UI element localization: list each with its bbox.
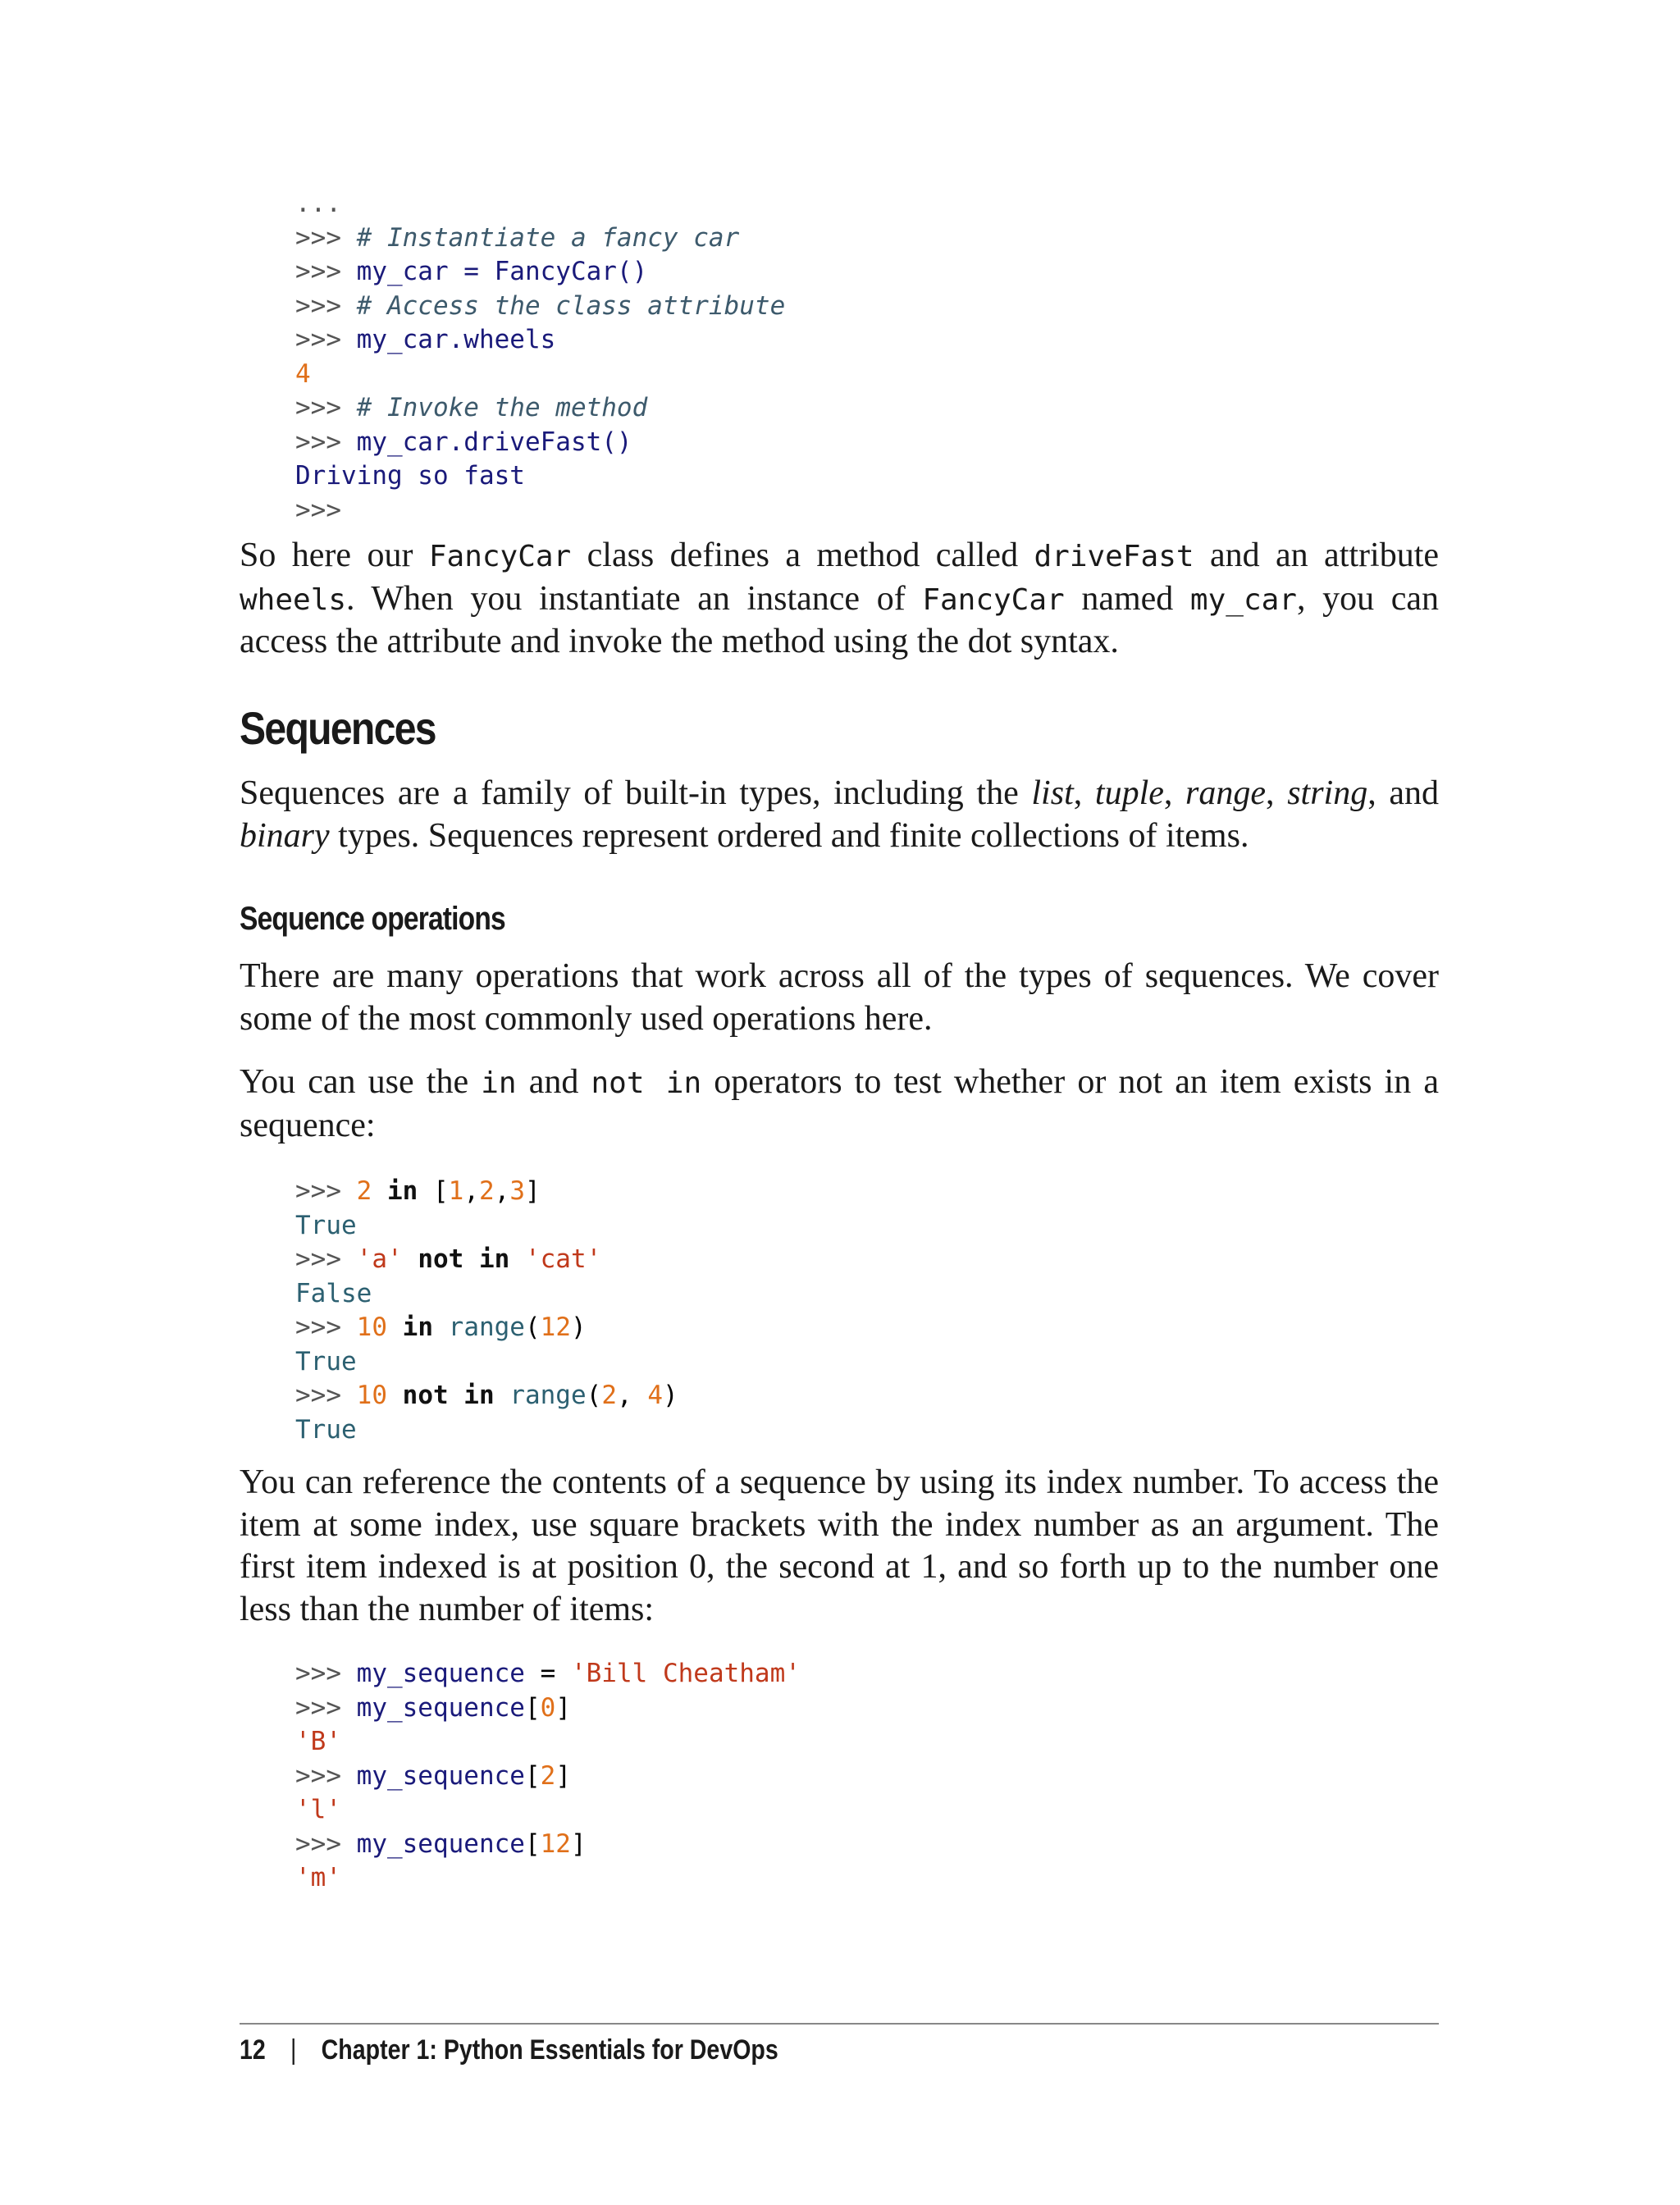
paragraph-in-operators: You can use the in and not in operators to test whether or not an item exists in a sequence: (240, 1063, 1439, 1144)
code-line: True (295, 1346, 357, 1376)
code-line: 'm' (295, 1863, 341, 1892)
code-line: >>> my_car.driveFast() (295, 427, 632, 457)
code-line: 4 (295, 358, 311, 389)
code-line: 'B' (295, 1727, 341, 1756)
code-line: >>> 10 in range(12) (295, 1312, 587, 1342)
code-line: >>> 'a' not in 'cat' (295, 1244, 602, 1274)
code-block-fancycar (295, 187, 785, 527)
code-line: >>> my_sequence[12] (295, 1828, 587, 1859)
code-line: False (295, 1278, 372, 1308)
paragraph-sequences-intro: Sequences are a family of built-in types, including the list, tuple, range, string, and binary types. Sequences represent ordered and finite collections of items. (240, 774, 1440, 855)
footer-rule (240, 2023, 1439, 2025)
code-line: >>> my_sequence = 'Bill Cheatham' (295, 1659, 801, 1688)
page-footer (240, 2034, 778, 2066)
code-line: >>> # Access the class attribute (295, 290, 786, 321)
paragraph-operations-intro: There are many operations that work across all of the types of sequences. We cover some of the most commonly used operations here. (240, 957, 1439, 1038)
code-block-indexing (295, 1657, 801, 1896)
section-heading: Sequences (240, 702, 436, 754)
code-line: 'l' (295, 1795, 341, 1824)
code-line: >>> (295, 495, 341, 525)
code-line: >>> 2 in [1,2,3] (295, 1176, 541, 1206)
code-line: >>> 10 not in range(2, 4) (295, 1381, 678, 1410)
code-line: ... (295, 189, 341, 218)
code-line: True (295, 1210, 357, 1240)
footer-separator: | (290, 2034, 297, 2066)
chapter-title: Chapter 1: Python Essentials for DevOps (321, 2034, 778, 2066)
code-line: >>> # Instantiate a fancy car (295, 222, 740, 253)
subsection-heading: Sequence operations (240, 901, 505, 937)
code-line: >>> my_sequence[0] (295, 1692, 571, 1723)
code-line: True (295, 1414, 357, 1445)
code-line: >>> my_car.wheels (295, 325, 556, 354)
code-line: >>> # Invoke the method (295, 393, 648, 422)
paragraph-index-reference: You can reference the contents of a sequence by using its index number. To access the item at some index, use square brackets with the index number as an argument. The first item indexed is at position 0, the second at 1, and so forth up to the number one less than the number of items: (240, 1463, 1439, 1628)
page-number: 12 (240, 2034, 266, 2066)
code-line: >>> my_car = FancyCar() (295, 257, 648, 286)
code-block-in-operator (295, 1175, 678, 1447)
code-line: Driving so fast (295, 461, 525, 491)
code-line: >>> my_sequence[2] (295, 1760, 571, 1791)
paragraph-fancycar-explanation: So here our FancyCar class defines a method called driveFast and an attribute wheels. When you instantiate an instance of FancyCar named my_car, you can access the attribute and invoke the method using the dot syntax. (240, 536, 1440, 660)
